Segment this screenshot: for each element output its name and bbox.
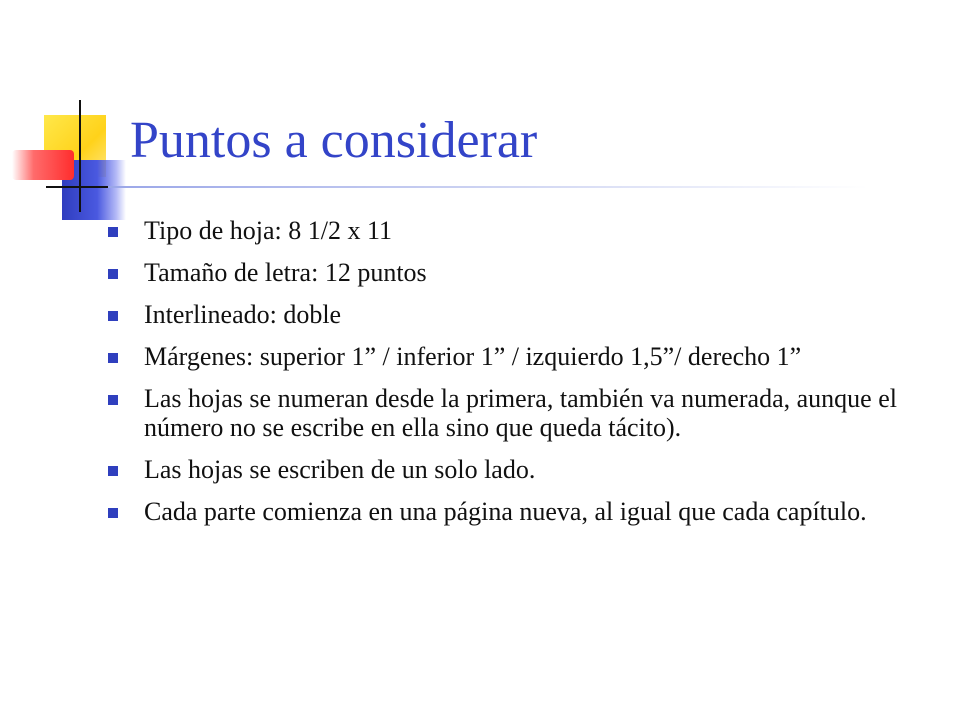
title-underline [108, 186, 868, 188]
bullet-item [108, 216, 908, 245]
square-bullet-icon [108, 395, 118, 405]
bullet-text: Tamaño de letra: 12 puntos [144, 258, 427, 287]
square-bullet-icon [108, 227, 118, 237]
bullet-item [108, 497, 908, 526]
bullet-text: Cada parte comienza en una página nueva, al igual que cada capítulo. [144, 497, 867, 526]
decorative-vertical-line [79, 100, 81, 212]
square-bullet-icon [108, 466, 118, 476]
bullet-text: Interlineado: doble [144, 300, 342, 329]
bullet-text: Las hojas se escriben de un solo lado. [144, 455, 536, 484]
bullet-item [108, 455, 908, 484]
square-bullet-icon [108, 269, 118, 279]
slide-title: Puntos a considerar [130, 112, 538, 169]
bullet-text: Las hojas se numeran desde la primera, también va numerada, aunque el número no se escribe en ella sino que queda tácito). [144, 384, 897, 442]
bullet-item [108, 384, 908, 442]
square-bullet-icon [108, 508, 118, 518]
bullet-list [108, 216, 908, 539]
bullet-item [108, 258, 908, 287]
bullet-item [108, 342, 908, 371]
decorative-red-bar [12, 150, 74, 180]
bullet-text: Tipo de hoja: 8 1/2 x 11 [144, 216, 392, 245]
square-bullet-icon [108, 353, 118, 363]
square-bullet-icon [108, 311, 118, 321]
bullet-text: Márgenes: superior 1” / inferior 1” / izquierdo 1,5”/ derecho 1” [144, 342, 802, 371]
bullet-item [108, 300, 908, 329]
